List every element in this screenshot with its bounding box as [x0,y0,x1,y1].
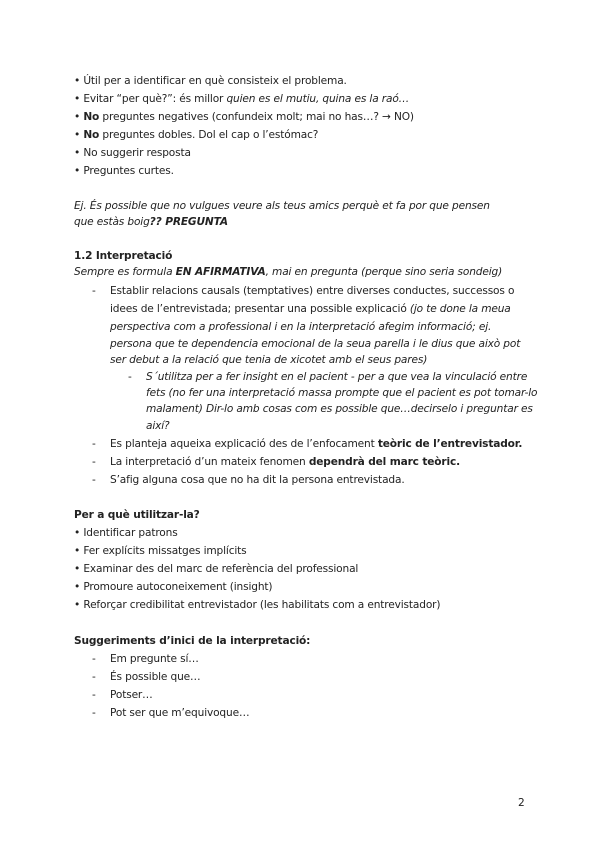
example-line: que estàs boig?? PREGUNTA [74,216,228,228]
list-item: • Útil per a identificar en què consisteix el problema. [74,75,347,87]
sub-item-text: malament) Dir-lo amb cosas com es possible que…decirselo i preguntar es [146,403,533,415]
list-item: • No preguntes negatives (confundeix molt; mai no has…? → NO) [74,111,414,123]
dash-marker: - [92,285,96,297]
dash-marker: - [128,371,132,383]
list-item: Em pregunte sí… [110,653,199,665]
section-subtitle: Sempre es formula EN AFIRMATIVA, mai en pregunta (perque sino seria sondeig) [74,266,503,278]
purpose-title: Per a què utilitzar-la? [74,509,200,521]
dash-item-text: idees de l’entrevistada; presentar una possible explicació (jo te done la meua [110,303,511,315]
dash-marker: - [92,456,96,468]
sub-item-text: fets (no fer una interpretació massa prompte que el pacient es pot tomar-lo [146,387,538,399]
list-item: • Preguntes curtes. [74,165,174,177]
dash-item-text: perspectiva com a professional i en la interpretació afegim informació; ej. [110,321,492,333]
page-number: 2 [518,797,525,809]
dash-marker: - [92,474,96,486]
list-item: • No preguntes dobles. Dol el cap o l’estómac? [74,129,319,141]
dash-item-text: La interpretació d’un mateix fenomen dependrà del marc teòric. [110,456,460,468]
list-item: • Reforçar credibilitat entrevistador (les habilitats com a entrevistador) [74,599,441,611]
sub-item-text: així? [146,420,170,432]
dash-item-text: ser debut a la relació que tenia de xicotet amb el seus pares) [110,354,428,366]
list-item: És possible que… [110,671,201,683]
list-item: Potser… [110,689,153,701]
list-item: • Identificar patrons [74,527,178,539]
dash-item-text: S’afig alguna cosa que no ha dit la persona entrevistada. [110,474,405,486]
dash-marker: - [92,438,96,450]
dash-item-text: Establir relacions causals (temptatives) entre diverses conductes, successos o [110,285,515,297]
list-item: • Examinar des del marc de referència del professional [74,563,359,575]
list-item: • No suggerir resposta [74,147,191,159]
dash-marker: - [92,653,96,665]
list-item: • Fer explícits missatges implícits [74,545,247,557]
dash-item-text: Es planteja aqueixa explicació des de l’enfocament teòric de l’entrevistador. [110,438,523,450]
dash-item-text: persona que te dependencia emocional de la seua parella i le dius que això pot [110,338,521,350]
dash-marker: - [92,707,96,719]
section-title: 1.2 Interpretació [74,250,173,262]
list-item: • Promoure autoconeixement (insight) [74,581,273,593]
example-line: Ej. És possible que no vulgues veure als teus amics perquè et fa por que pensen [74,200,490,212]
suggestions-title: Suggeriments d’inici de la interpretació: [74,635,311,647]
dash-marker: - [92,671,96,683]
sub-item-text: S´utilitza per a fer insight en el pacient - per a que vea la vinculació entre [146,371,528,383]
dash-marker: - [92,689,96,701]
list-item: • Evitar “per què?”: és millor quien es el mutiu, quina es la raó… [74,93,410,105]
list-item: Pot ser que m’equivoque… [110,707,250,719]
